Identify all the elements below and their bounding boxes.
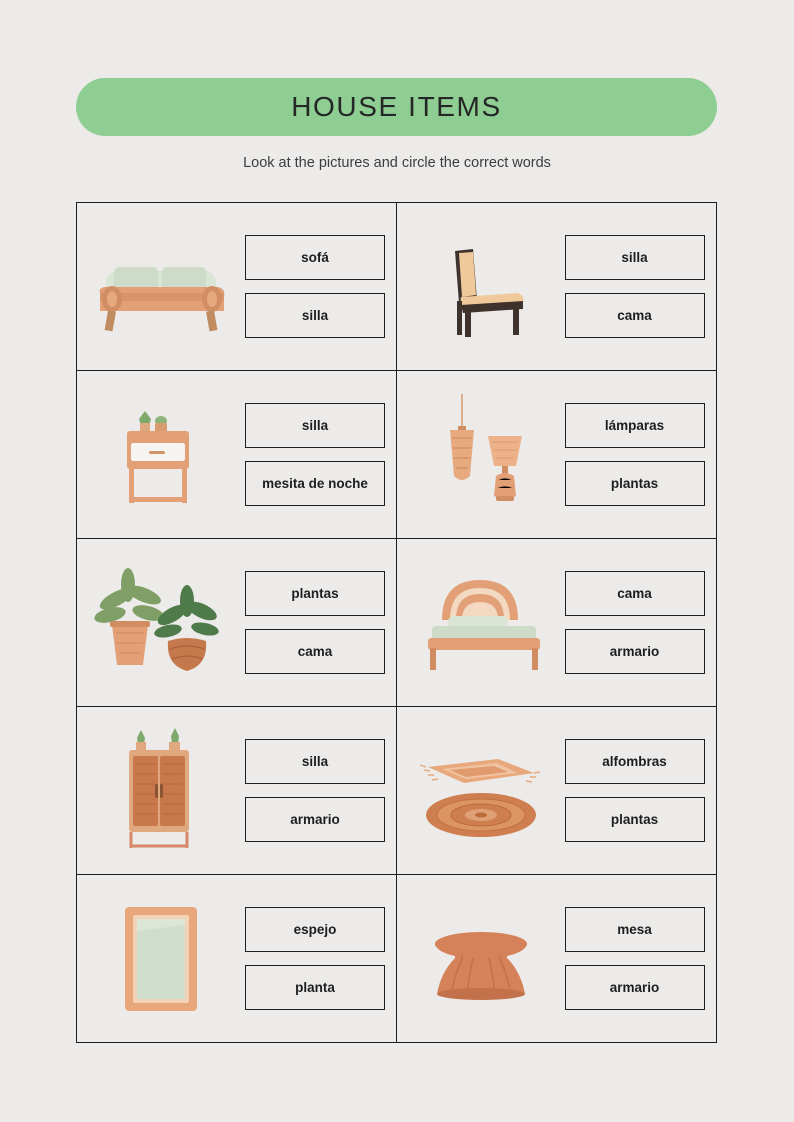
instructions-text: Look at the pictures and circle the correct words	[243, 155, 551, 171]
table-illustration	[397, 875, 565, 1043]
option-button[interactable]: cama	[565, 293, 705, 338]
options-group	[245, 571, 399, 674]
option-button[interactable]: cama	[565, 571, 705, 616]
option-button[interactable]: plantas	[565, 461, 705, 506]
lamps-illustration	[397, 371, 565, 539]
option-button[interactable]: silla	[245, 739, 385, 784]
table-row	[77, 875, 716, 1043]
options-group	[245, 403, 399, 506]
exercise-cell	[77, 539, 397, 706]
options-group	[245, 907, 399, 1010]
option-button[interactable]: armario	[565, 965, 705, 1010]
option-button[interactable]: mesita de noche	[245, 461, 385, 506]
options-group	[565, 235, 719, 338]
options-group	[565, 907, 719, 1010]
option-button[interactable]: lámparas	[565, 403, 705, 448]
exercise-cell	[397, 875, 717, 1042]
sofa-illustration	[77, 203, 245, 371]
exercise-cell	[77, 203, 397, 370]
exercise-cell	[397, 539, 717, 706]
table-row	[77, 539, 716, 707]
page-title: HOUSE ITEMS	[291, 91, 502, 122]
option-button[interactable]: espejo	[245, 907, 385, 952]
exercise-cell	[77, 875, 397, 1042]
option-button[interactable]: sofá	[245, 235, 385, 280]
options-group	[565, 403, 719, 506]
options-group	[245, 739, 399, 842]
cabinet-illustration	[77, 707, 245, 875]
rugs-illustration	[397, 707, 565, 875]
option-button[interactable]: armario	[245, 797, 385, 842]
option-button[interactable]: planta	[245, 965, 385, 1010]
option-button[interactable]: armario	[565, 629, 705, 674]
plants-illustration	[77, 539, 245, 707]
nightstand-illustration	[77, 371, 245, 539]
exercise-cell	[397, 371, 717, 538]
table-row	[77, 371, 716, 539]
option-button[interactable]: plantas	[565, 797, 705, 842]
options-group	[565, 739, 719, 842]
option-button[interactable]: mesa	[565, 907, 705, 952]
options-group	[565, 571, 719, 674]
bed-illustration	[397, 539, 565, 707]
options-group	[245, 235, 399, 338]
option-button[interactable]: alfombras	[565, 739, 705, 784]
mirror-illustration	[77, 875, 245, 1043]
exercise-cell	[77, 707, 397, 874]
title-banner	[76, 78, 717, 136]
option-button[interactable]: silla	[565, 235, 705, 280]
option-button[interactable]: cama	[245, 629, 385, 674]
option-button[interactable]: silla	[245, 293, 385, 338]
exercise-cell	[77, 371, 397, 538]
exercise-grid	[76, 202, 717, 1043]
exercise-cell	[397, 707, 717, 874]
table-row	[77, 203, 716, 371]
armchair-illustration	[397, 203, 565, 371]
option-button[interactable]: plantas	[245, 571, 385, 616]
option-button[interactable]: silla	[245, 403, 385, 448]
table-row	[77, 707, 716, 875]
exercise-cell	[397, 203, 717, 370]
